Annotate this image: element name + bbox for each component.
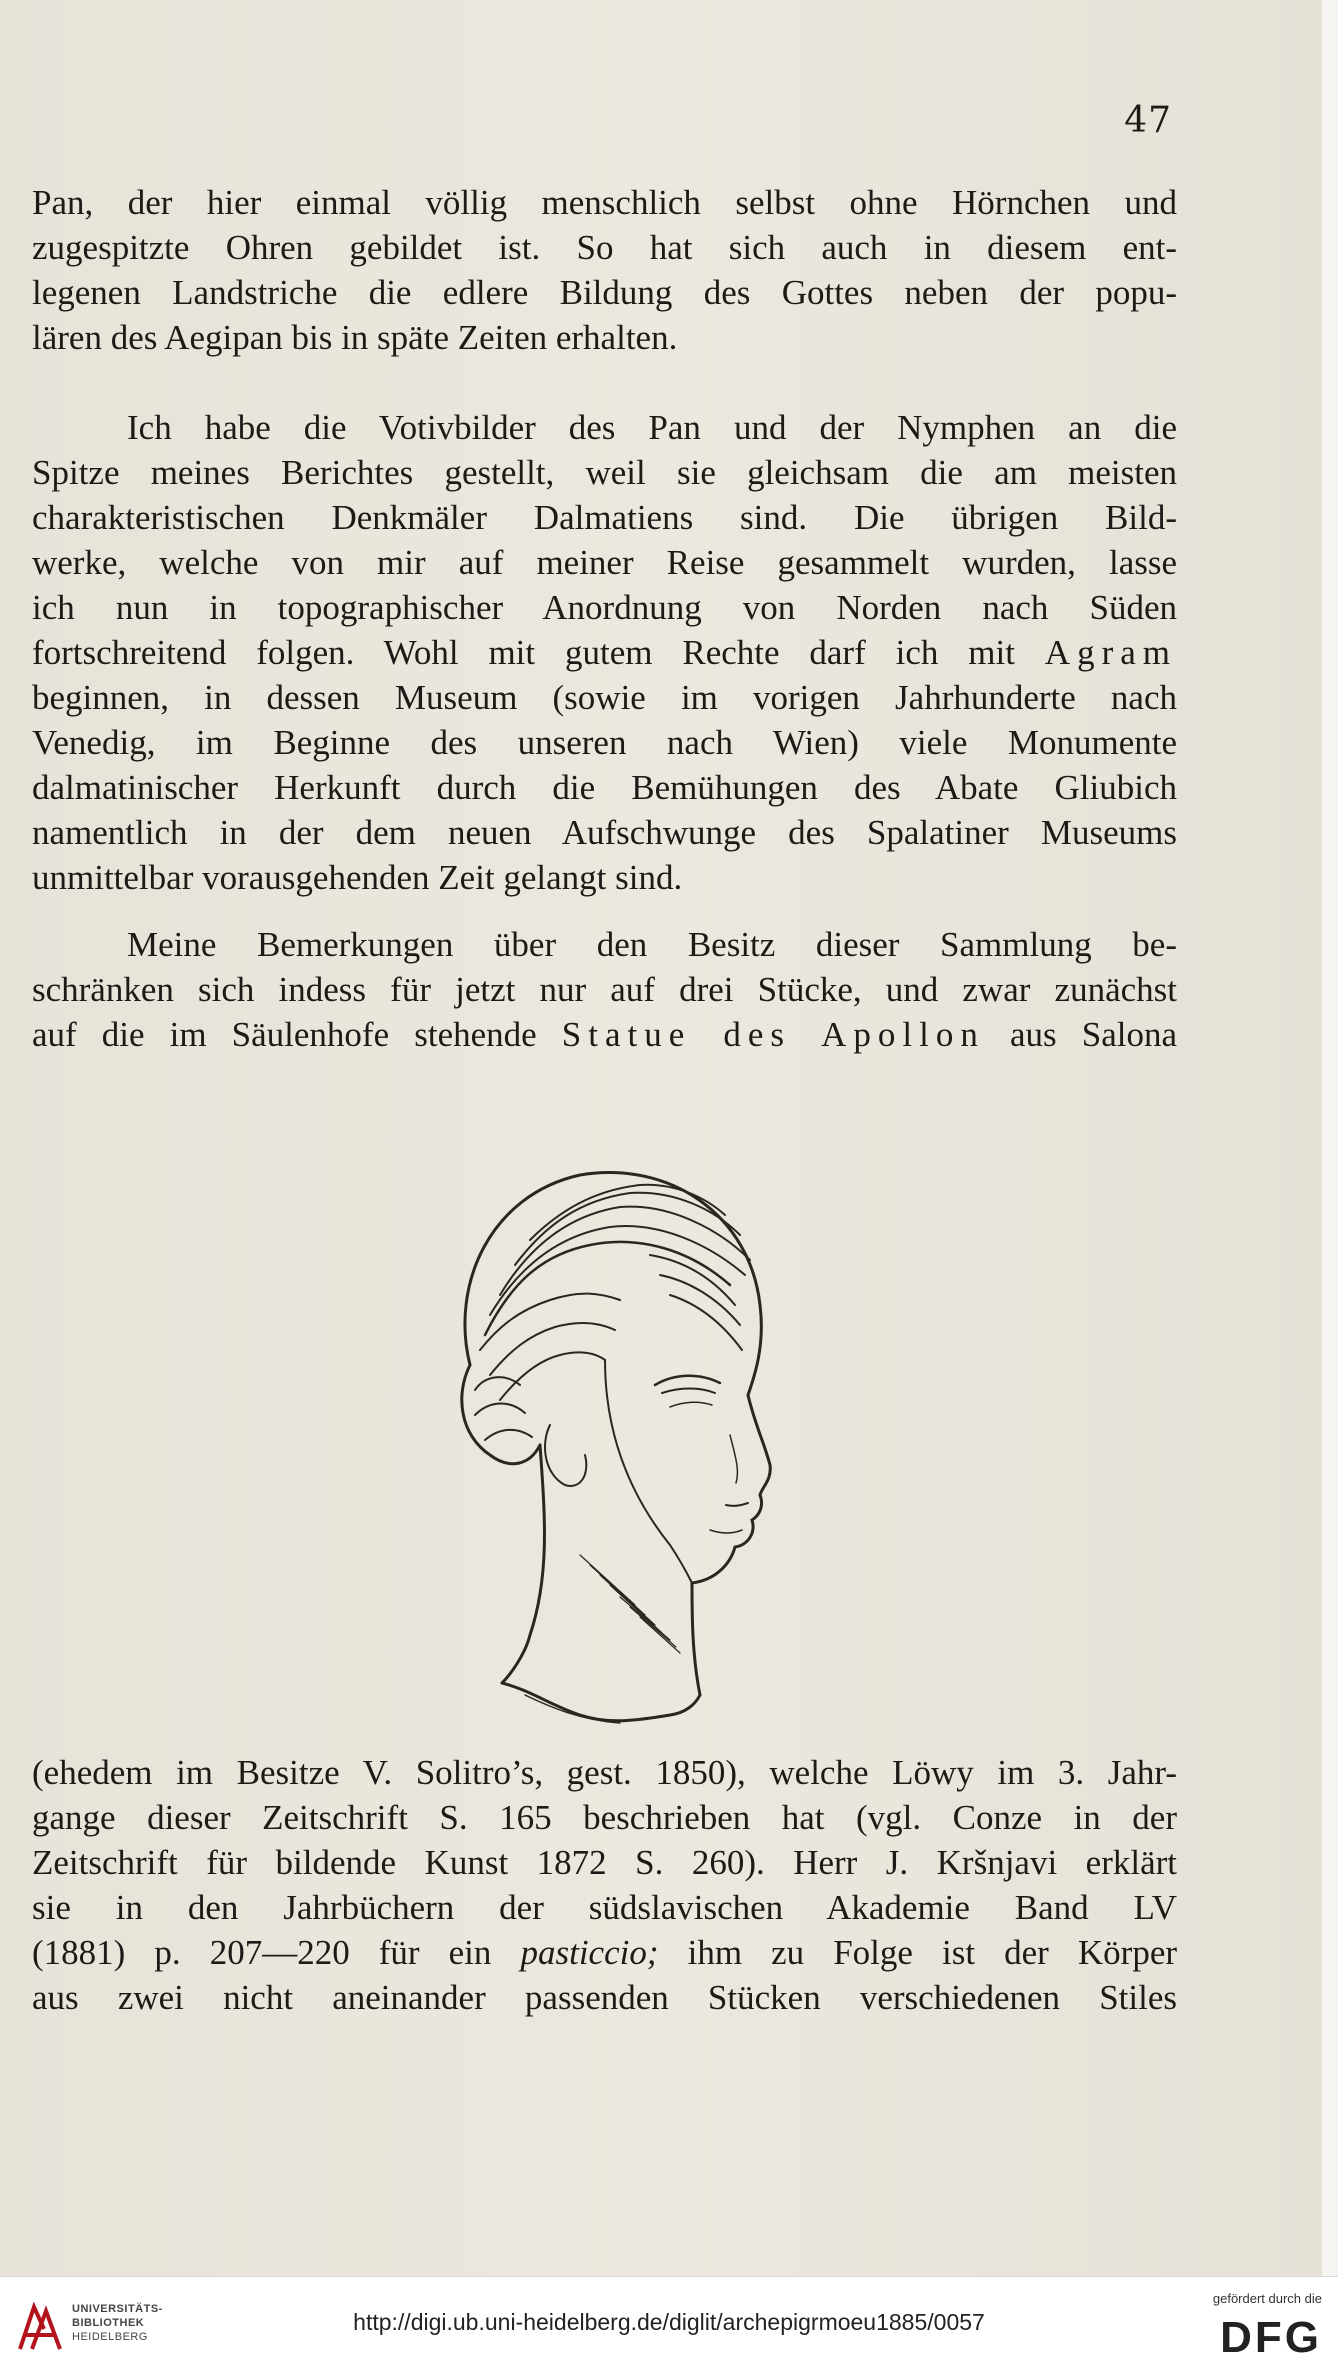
text-line: aus zwei nicht aneinander passenden Stücken verschiedenen Stiles: [32, 1978, 1177, 2017]
text-line: Spitze meines Berichtes gestellt, weil sie gleichsam die am meisten: [32, 453, 1177, 492]
text-line: dalmatinischer Herkunft durch die Bemühungen des Abate Gliubich: [32, 768, 1177, 807]
text-line: (ehedem im Besitze V. Solitro’s, gest. 1850), welche Löwy im 3. Jahr-: [32, 1753, 1177, 1792]
paragraph-4: [32, 1750, 1177, 2020]
text-line: schränken sich indess für jetzt nur auf drei Stücke, und zwar zunächst: [32, 970, 1177, 1009]
text-line: werke, welche von mir auf meiner Reise gesammelt wurden, lasse: [32, 543, 1177, 582]
text-line: legenen Landstriche die edlere Bildung des Gottes neben der popu-: [32, 273, 1177, 312]
text-line: namentlich in der dem neuen Aufschwunge des Spalatiner Museums: [32, 813, 1177, 852]
text-line: Pan, der hier einmal völlig menschlich selbst ohne Hörnchen und: [32, 183, 1177, 222]
library-name-line-3: HEIDELBERG: [72, 2331, 148, 2343]
library-name-line-2: BIBLIOTHEK: [72, 2317, 145, 2329]
page-number: 47: [1124, 100, 1172, 141]
text-line: [32, 1012, 1177, 1057]
paragraph-1: [32, 180, 1177, 360]
text-line: Zeitschrift für bildende Kunst 1872 S. 260). Herr J. Kršnjavi erklärt: [32, 1843, 1177, 1882]
statue-title: Statue des Apollon: [561, 1015, 985, 1054]
page-edge: [1322, 0, 1338, 2276]
text-line: lären des Aegipan bis in späte Zeiten erhalten.: [32, 318, 678, 357]
text-fragment: auf die im Säulenhofe stehende: [32, 1015, 537, 1054]
place-name-agram: Agram: [1044, 633, 1177, 672]
paragraph-3: [32, 922, 1177, 1057]
text-fragment: aus Salona: [1009, 1015, 1177, 1054]
text-fragment: ihm zu Folge ist der Körper: [687, 1933, 1178, 1972]
footer-bar: [0, 2276, 1338, 2377]
source-url-link[interactable]: http://digi.ub.uni-heidelberg.de/diglit/archepigrmoeu1885/0057: [353, 2309, 985, 2335]
text-line: [32, 1930, 1177, 1975]
dfg-logo[interactable]: DFG: [1220, 2313, 1322, 2362]
text-line: unmittelbar vorausgehenden Zeit gelangt sind.: [32, 858, 683, 897]
text-fragment: fortschreitend folgen. Wohl mit gutem Rechte darf ich mit: [32, 633, 1015, 672]
text-line: Venedig, im Beginne des unseren nach Wien) viele Monumente: [32, 723, 1177, 762]
text-line: ich nun in topographischer Anordnung von Norden nach Süden: [32, 588, 1177, 627]
text-line: gange dieser Zeitschrift S. 165 beschrieben hat (vgl. Conze in der: [32, 1798, 1177, 1837]
paragraph-2: [32, 405, 1177, 900]
text-line: charakteristischen Denkmäler Dalmatiens sind. Die übrigen Bild-: [32, 498, 1177, 537]
library-name-line-1: UNIVERSITÄTS-: [72, 2303, 163, 2315]
text-line: zugespitzte Ohren gebildet ist. So hat sich auch in diesem ent-: [32, 228, 1177, 267]
text-line: Meine Bemerkungen über den Besitz dieser Sammlung be-: [127, 925, 1177, 964]
apollo-head-illustration: [430, 1135, 790, 1735]
text-line: beginnen, in dessen Museum (sowie im vorigen Jahrhunderte nach: [32, 678, 1177, 717]
italic-term: pasticcio;: [520, 1933, 659, 1972]
text-line: sie in den Jahrbüchern der südslavischen Akademie Band LV: [32, 1888, 1177, 1927]
text-line: [32, 630, 1177, 675]
text-line: Ich habe die Votivbilder des Pan und der Nymphen an die: [127, 408, 1177, 447]
funder-label: gefördert durch die: [1212, 2291, 1322, 2306]
text-fragment: (1881) p. 207—220 für ein: [32, 1933, 492, 1972]
